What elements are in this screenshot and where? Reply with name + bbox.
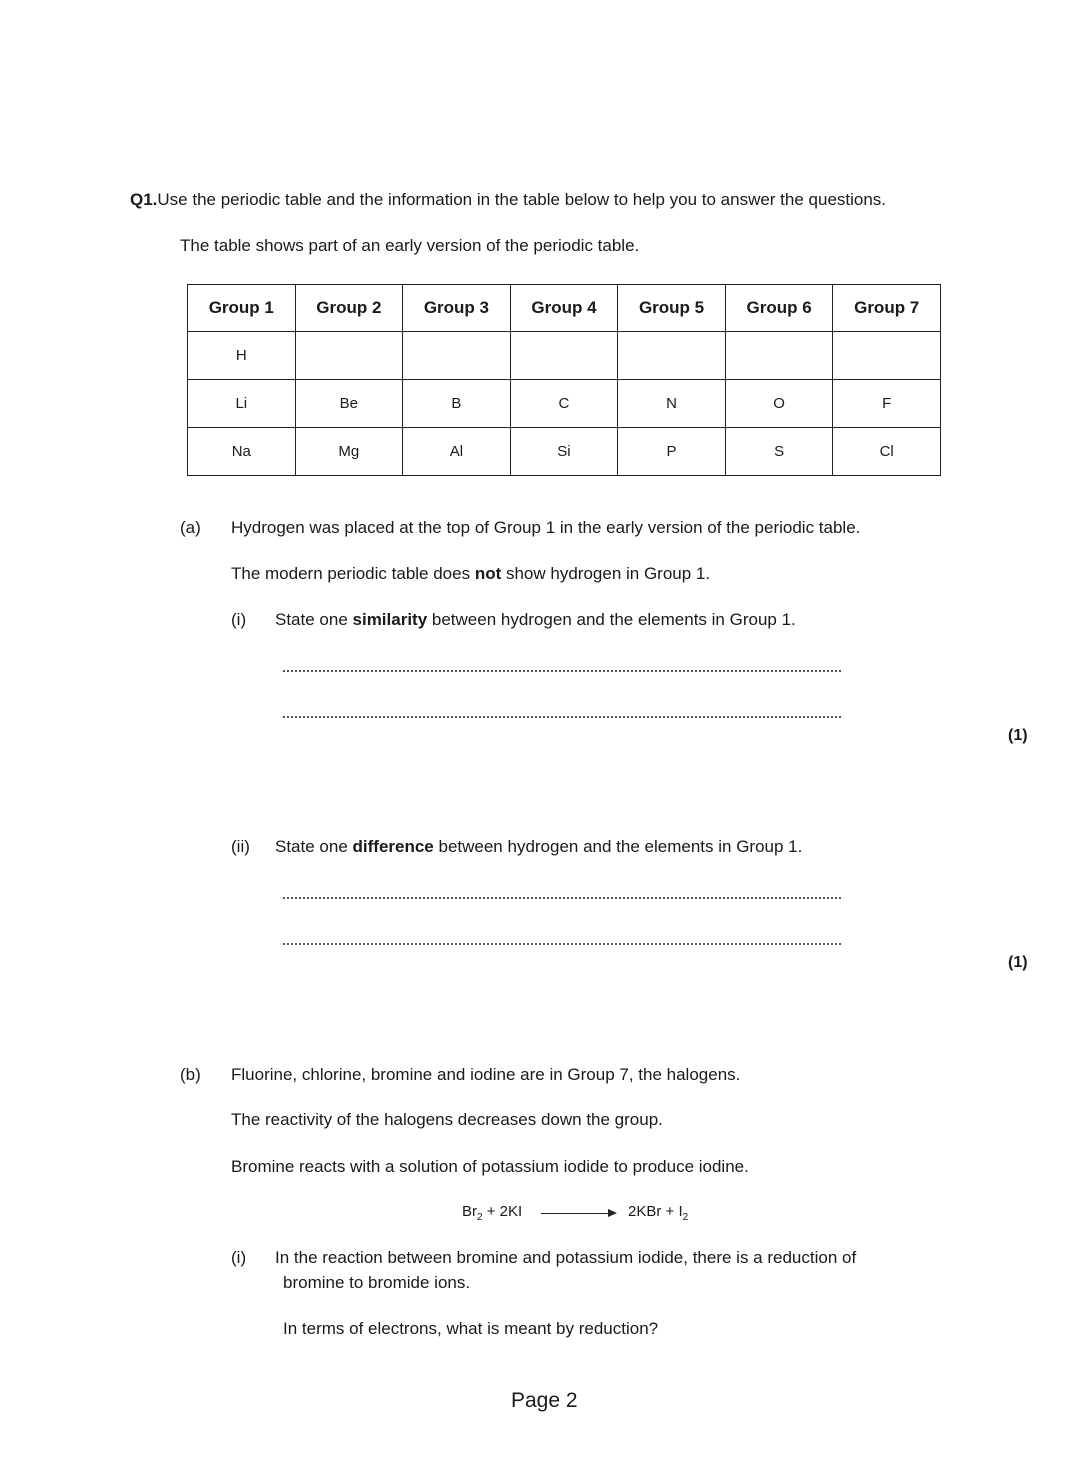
part-b-i-label: (i) bbox=[231, 1248, 247, 1267]
header-group-6: Group 6 bbox=[725, 285, 833, 332]
question-number: Q1. bbox=[130, 190, 158, 209]
header-group-7: Group 7 bbox=[833, 285, 941, 332]
product-subscript: 2 bbox=[682, 1212, 689, 1223]
header-group-5: Group 5 bbox=[618, 285, 726, 332]
table-cell: Li bbox=[188, 380, 296, 428]
answer-line[interactable] bbox=[283, 897, 841, 899]
header-group-4: Group 4 bbox=[510, 285, 618, 332]
part-b-label: (b) bbox=[180, 1065, 201, 1084]
part-b-i-question: In terms of electrons, what is meant by reduction? bbox=[283, 1319, 659, 1338]
part-a-line2 bbox=[231, 564, 710, 584]
table-row bbox=[188, 380, 941, 428]
table-cell: Cl bbox=[833, 428, 941, 476]
table-caption: The table shows part of an early version of the periodic table. bbox=[180, 236, 640, 255]
part-a-i-post: between hydrogen and the elements in Group 1. bbox=[427, 610, 796, 629]
part-a-i-pre: State one bbox=[275, 610, 353, 629]
part-a-ii-label: (ii) bbox=[231, 837, 250, 856]
periodic-table bbox=[187, 284, 941, 476]
equation-reactants bbox=[462, 1203, 522, 1223]
table-cell bbox=[725, 332, 833, 380]
table-row bbox=[188, 332, 941, 380]
page-number: Page 2 bbox=[511, 1389, 578, 1412]
marks-label: (1) bbox=[1008, 727, 1028, 744]
table-cell: H bbox=[188, 332, 296, 380]
part-a-line2-pre: The modern periodic table does bbox=[231, 564, 475, 583]
part-a-i-bold: similarity bbox=[352, 610, 428, 629]
question-intro bbox=[130, 190, 886, 210]
part-a-i-question bbox=[275, 610, 796, 630]
reactant-bromine: Br bbox=[462, 1203, 477, 1220]
part-a-ii-pre: State one bbox=[275, 837, 353, 856]
equation-products bbox=[628, 1203, 688, 1223]
part-a-line1: Hydrogen was placed at the top of Group 1 in the early version of the periodic table. bbox=[231, 518, 861, 537]
table-cell bbox=[295, 332, 403, 380]
part-a-line2-post: show hydrogen in Group 1. bbox=[501, 564, 711, 583]
answer-line[interactable] bbox=[283, 670, 841, 672]
part-b-line3: Bromine reacts with a solution of potassium iodide to produce iodine. bbox=[231, 1157, 749, 1176]
table-cell: Mg bbox=[295, 428, 403, 476]
answer-line[interactable] bbox=[283, 716, 841, 718]
table-cell bbox=[833, 332, 941, 380]
header-group-1: Group 1 bbox=[188, 285, 296, 332]
table-cell: F bbox=[833, 380, 941, 428]
part-a-label: (a) bbox=[180, 518, 201, 537]
table-row bbox=[188, 428, 941, 476]
part-b-i-line1: In the reaction between bromine and potassium iodide, there is a reduction of bbox=[275, 1248, 857, 1267]
part-a-ii-question bbox=[275, 837, 802, 857]
table-header-row bbox=[188, 285, 941, 332]
table-cell: P bbox=[618, 428, 726, 476]
table-cell bbox=[618, 332, 726, 380]
part-b-line1: Fluorine, chlorine, bromine and iodine are in Group 7, the halogens. bbox=[231, 1065, 741, 1084]
table-cell bbox=[510, 332, 618, 380]
header-group-2: Group 2 bbox=[295, 285, 403, 332]
question-intro-text: Use the periodic table and the information in the table below to help you to answer the questions. bbox=[157, 190, 887, 209]
part-b-i-line2: bromine to bromide ions. bbox=[283, 1273, 471, 1292]
part-b-line2: The reactivity of the halogens decreases down the group. bbox=[231, 1110, 663, 1129]
table-cell: Al bbox=[403, 428, 511, 476]
marks-label: (1) bbox=[1008, 954, 1028, 971]
part-a-i-label: (i) bbox=[231, 610, 247, 629]
table-cell: Be bbox=[295, 380, 403, 428]
part-a-line2-bold: not bbox=[474, 564, 502, 583]
table-cell: N bbox=[618, 380, 726, 428]
table-cell: B bbox=[403, 380, 511, 428]
reactant-bromine-subscript: 2 bbox=[477, 1212, 483, 1223]
part-a-ii-post: between hydrogen and the elements in Group 1. bbox=[433, 837, 803, 856]
part-a-ii-bold: difference bbox=[352, 837, 434, 856]
table-cell: Si bbox=[510, 428, 618, 476]
table-cell: O bbox=[725, 380, 833, 428]
table-cell: S bbox=[725, 428, 833, 476]
header-group-3: Group 3 bbox=[403, 285, 511, 332]
table-cell: Na bbox=[188, 428, 296, 476]
table-cell: C bbox=[510, 380, 618, 428]
reaction-arrow-icon bbox=[541, 1213, 615, 1214]
table-cell bbox=[403, 332, 511, 380]
answer-line[interactable] bbox=[283, 943, 841, 945]
reactant-potassium-iodide: + 2KI bbox=[482, 1203, 523, 1220]
product-text: 2KBr + I bbox=[628, 1203, 683, 1220]
